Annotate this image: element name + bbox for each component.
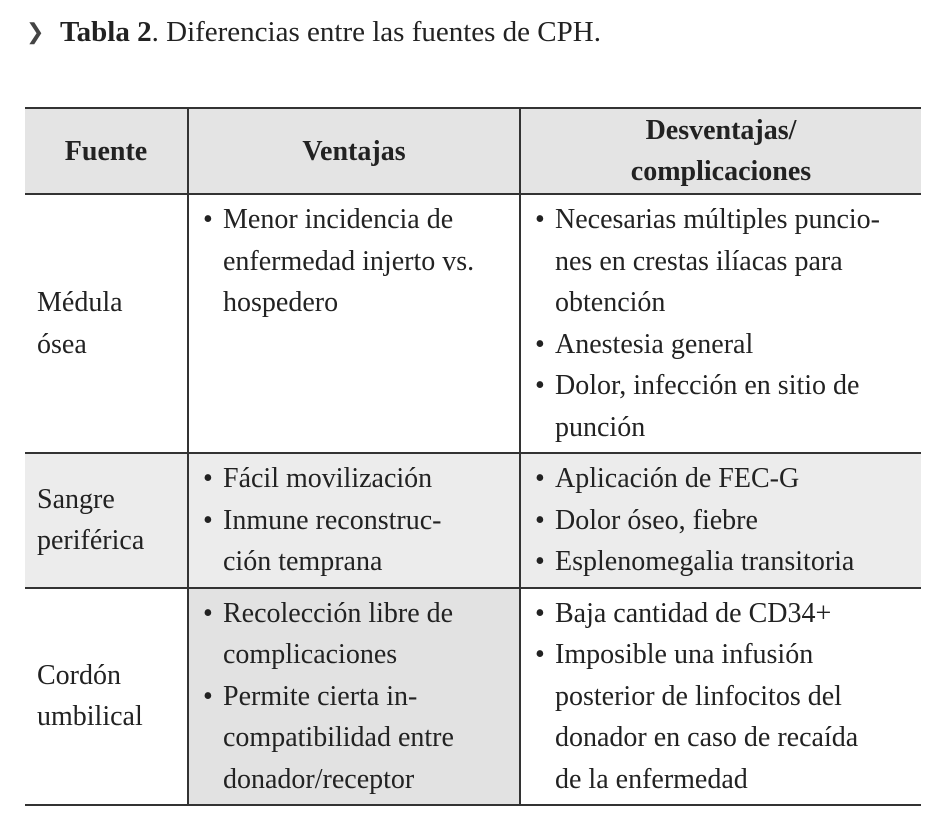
item-line: • Menor incidencia de [223, 204, 454, 235]
list-item [535, 458, 917, 500]
table-row [25, 453, 921, 588]
list-item [203, 593, 515, 676]
source-line: periférica [37, 525, 145, 557]
caption-text: . Diferencias entre las fuentes de CPH. [151, 16, 601, 48]
caption-label: Tabla 2 [60, 16, 152, 48]
item-line: • Fácil movilización [223, 463, 433, 494]
advantages-cell [188, 453, 520, 588]
item-line: • Dolor, infección en sitio de [555, 370, 860, 401]
source-cell [25, 588, 188, 806]
list-item [203, 458, 515, 500]
item-line: • Permite cierta in- [223, 680, 418, 712]
item-line: nes en crestas ilíacas para [555, 245, 843, 277]
source-line: Cordón [37, 659, 121, 691]
item-line: de la enfermedad [555, 763, 748, 795]
table-caption [26, 14, 601, 50]
table-row [25, 194, 921, 453]
item-line: • Recolección libre de [223, 597, 454, 629]
item-line: ción temprana [223, 546, 383, 577]
list-item [203, 199, 515, 324]
list-item [535, 199, 917, 324]
header-advantages: Ventajas [188, 108, 520, 194]
item-line: • Necesarias múltiples puncio- [555, 204, 881, 235]
item-line: obtención [555, 287, 666, 318]
advantages-cell [188, 194, 520, 453]
item-line: compatibilidad entre [223, 722, 454, 753]
item-line: donador en caso de recaída [555, 722, 859, 753]
list-item [535, 324, 917, 366]
source-cell [25, 453, 188, 588]
item-line: • Anestesia general [555, 328, 754, 360]
comparison-table [25, 107, 921, 806]
disadvantages-cell [520, 453, 921, 588]
list-item [535, 365, 917, 448]
list-item [535, 500, 917, 542]
list-item [535, 593, 917, 635]
header-disadvantages-line2: complicaciones [630, 156, 812, 187]
item-line: posterior de linfocitos del [555, 680, 842, 712]
item-line: • Inmune reconstruc- [223, 504, 442, 536]
item-line: • Imposible una infusión [555, 639, 814, 670]
item-line: • Esplenomegalia transitoria [555, 546, 855, 577]
item-line: • Baja cantidad de CD34+ [555, 597, 832, 629]
advantages-cell [188, 588, 520, 806]
caption-marker-icon: ❯ [26, 19, 45, 44]
header-disadvantages [520, 108, 921, 194]
header-source: Fuente [64, 135, 148, 167]
item-line: • Dolor óseo, fiebre [555, 504, 758, 536]
item-line: hospedero [223, 287, 339, 318]
source-line: Sangre [37, 483, 115, 515]
header-row [25, 108, 921, 194]
list-item [535, 634, 917, 800]
item-line: • Aplicación de FEC-G [555, 463, 800, 494]
table-row [25, 588, 921, 806]
header-disadvantages-line1: Desventajas/ [645, 115, 797, 146]
item-line: enfermedad injerto vs. [223, 245, 475, 277]
list-item [203, 500, 515, 583]
list-item [203, 676, 515, 801]
item-line: complicaciones [223, 639, 398, 670]
source-line: ósea [37, 328, 87, 360]
source-line: Médula [37, 287, 123, 318]
item-line: donador/receptor [223, 763, 415, 795]
source-line: umbilical [37, 701, 143, 733]
list-item [535, 541, 917, 583]
disadvantages-cell [520, 194, 921, 453]
source-cell [25, 194, 188, 453]
disadvantages-cell [520, 588, 921, 806]
item-line: punción [555, 411, 646, 443]
